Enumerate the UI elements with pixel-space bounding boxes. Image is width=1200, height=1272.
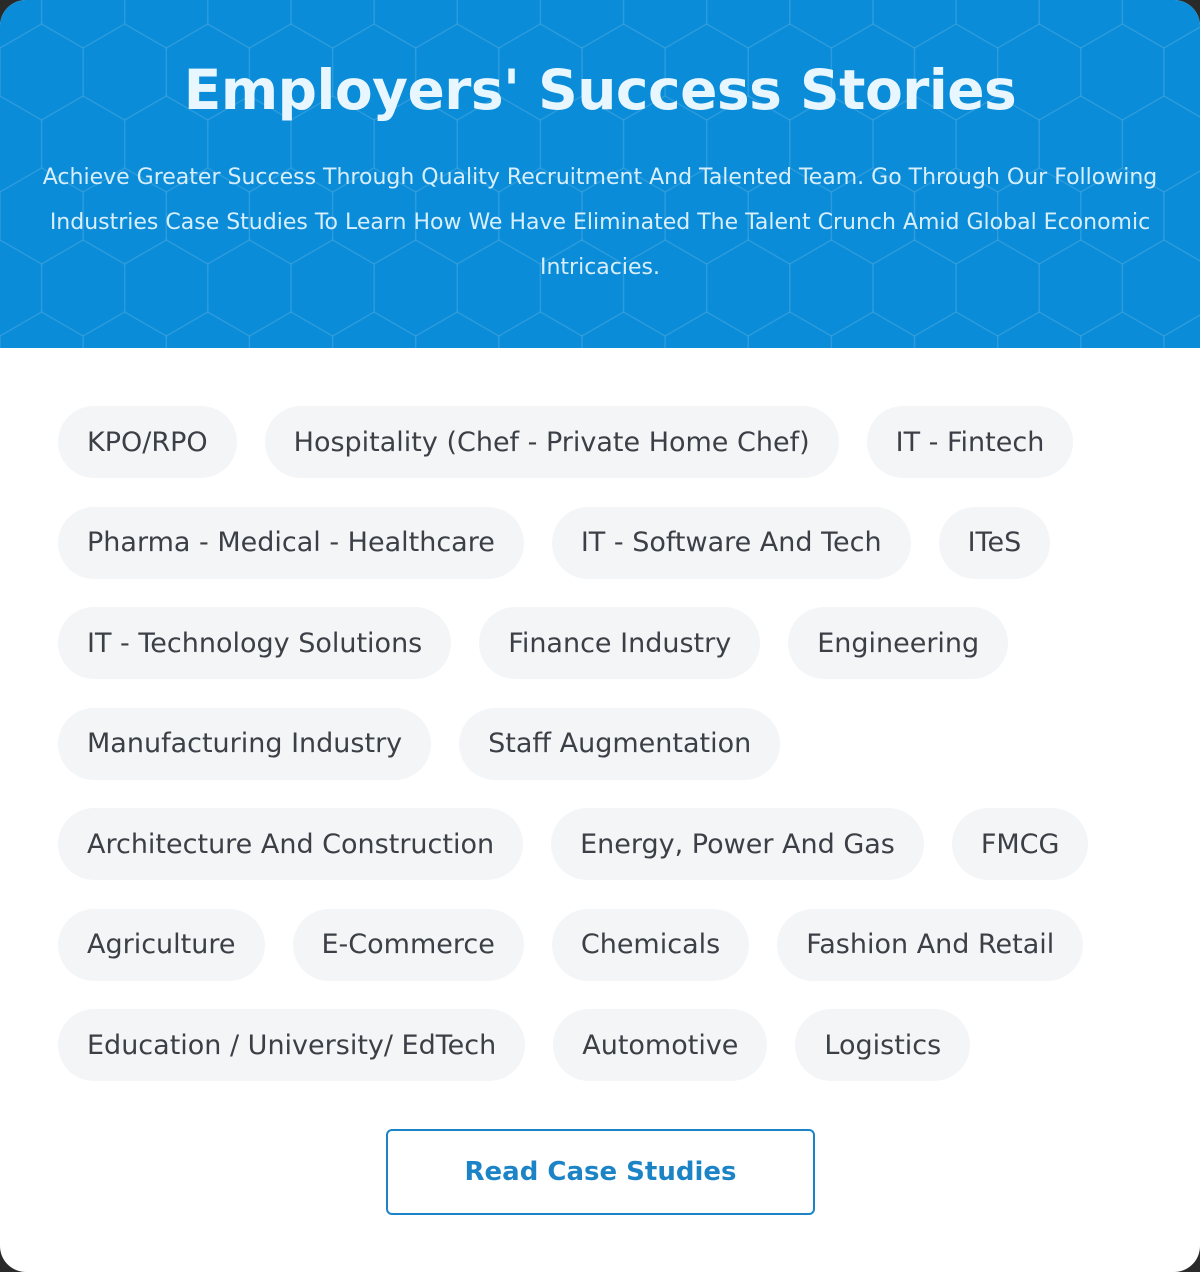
- industry-tag[interactable]: Pharma - Medical - Healthcare: [58, 507, 524, 579]
- industry-tag-row: [58, 909, 1158, 981]
- industry-tag[interactable]: Education / University/ EdTech: [58, 1009, 525, 1081]
- industry-tag[interactable]: ITeS: [939, 507, 1051, 579]
- industry-tag[interactable]: FMCG: [952, 808, 1089, 880]
- industry-tag-row: [58, 406, 1158, 478]
- industry-tag[interactable]: Energy, Power And Gas: [551, 808, 924, 880]
- industry-tag[interactable]: Chemicals: [552, 909, 749, 981]
- industry-tag[interactable]: Finance Industry: [479, 607, 760, 679]
- industry-tag[interactable]: Architecture And Construction: [58, 808, 523, 880]
- industry-tag[interactable]: Automotive: [553, 1009, 767, 1081]
- industry-tag-row: [58, 507, 1158, 579]
- industry-tag[interactable]: Manufacturing Industry: [58, 708, 431, 780]
- hero-banner: [0, 0, 1200, 348]
- read-case-studies-button[interactable]: Read Case Studies: [386, 1129, 815, 1215]
- industry-tag-list: [58, 406, 1158, 1110]
- industry-tag-row: [58, 708, 1158, 780]
- industry-tag[interactable]: Agriculture: [58, 909, 265, 981]
- page-description: Achieve Greater Success Through Quality Recruitment And Talented Team. Go Through Our Following Industries Case Studies To Learn How We Have Eliminated The Talent Crunch Amid Global Economic Intricacies.: [42, 165, 1158, 280]
- industry-tag-row: [58, 607, 1158, 679]
- industry-tag[interactable]: IT - Technology Solutions: [58, 607, 451, 679]
- industry-tag[interactable]: Staff Augmentation: [459, 708, 780, 780]
- industry-tag[interactable]: Engineering: [788, 607, 1008, 679]
- industry-tag[interactable]: E-Commerce: [293, 909, 524, 981]
- page-title: Employers' Success Stories: [183, 58, 1017, 122]
- industry-tag-row: [58, 808, 1158, 880]
- industry-tag[interactable]: Logistics: [795, 1009, 970, 1081]
- industry-tag[interactable]: IT - Software And Tech: [552, 507, 911, 579]
- industry-tag[interactable]: Hospitality (Chef - Private Home Chef): [265, 406, 839, 478]
- industry-tag[interactable]: Fashion And Retail: [777, 909, 1083, 981]
- industry-tag[interactable]: KPO/RPO: [58, 406, 237, 478]
- industry-tag[interactable]: IT - Fintech: [867, 406, 1074, 478]
- industry-tag-row: [58, 1009, 1158, 1081]
